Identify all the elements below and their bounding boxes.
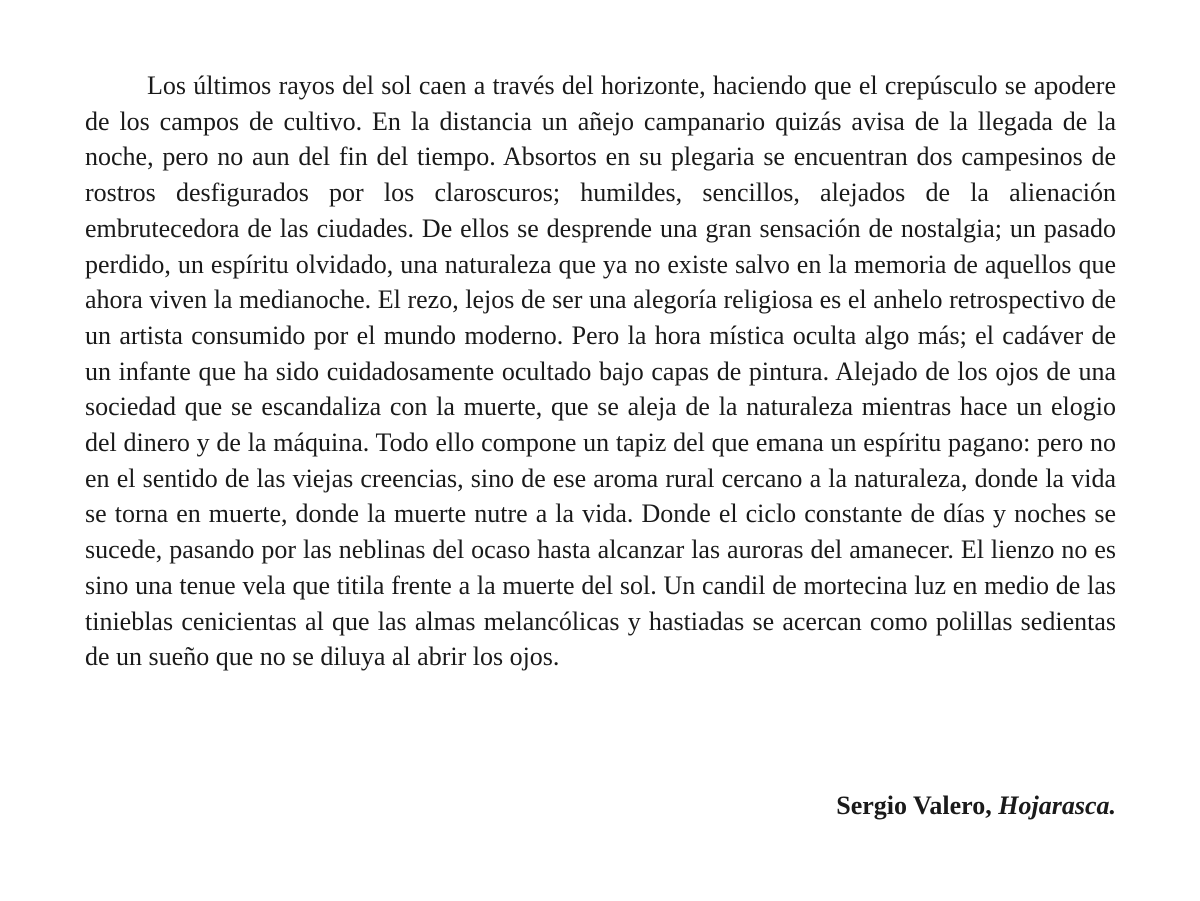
attribution [836,788,1116,824]
attribution-work: Hojarasca. [998,791,1116,820]
attribution-author: Sergio Valero, [836,791,992,820]
document-page [85,68,1116,675]
body-paragraph: Los últimos rayos del sol caen a través del horizonte, haciendo que el crepúsculo se apodere de los campos de cultivo. En la distancia un añejo campanario quizás avisa de la llegada de la noche, pero no aun del fin del tiempo. Absortos en su plegaria se encuentran dos campesinos de rostros desfigurados por los claroscuros; humildes, sencillos, alejados de la alienación embrutecedora de las ciudades. De ellos se desprende una gran sensación de nostalgia; un pasado perdido, un espíritu olvidado, una naturaleza que ya no existe salvo en la memoria de aquellos que ahora viven la medianoche. El rezo, lejos de ser una alegoría religiosa es el anhelo retrospectivo de un artista consumido por el mundo moderno. Pero la hora mística oculta algo más; el cadáver de un infante que ha sido cuidadosamente ocultado bajo capas de pintura. Alejado de los ojos de una sociedad que se escandaliza con la muerte, que se aleja de la naturaleza mientras hace un elogio del dinero y de la máquina. Todo ello compone un tapiz del que emana un espíritu pagano: pero no en el sentido de las viejas creencias, sino de ese aroma rural cercano a la naturaleza, donde la vida se torna en muerte, donde la muerte nutre a la vida. Donde el ciclo constante de días y noches se sucede, pasando por las neblinas del ocaso hasta alcanzar las auroras del amanecer. El lienzo no es sino una tenue vela que titila frente a la muerte del sol. Un candil de mortecina luz en medio de las tinieblas cenicientas al que las almas melancólicas y hastiadas se acercan como polillas sedientas de un sueño que no se diluya al abrir los ojos. [85,71,1116,672]
